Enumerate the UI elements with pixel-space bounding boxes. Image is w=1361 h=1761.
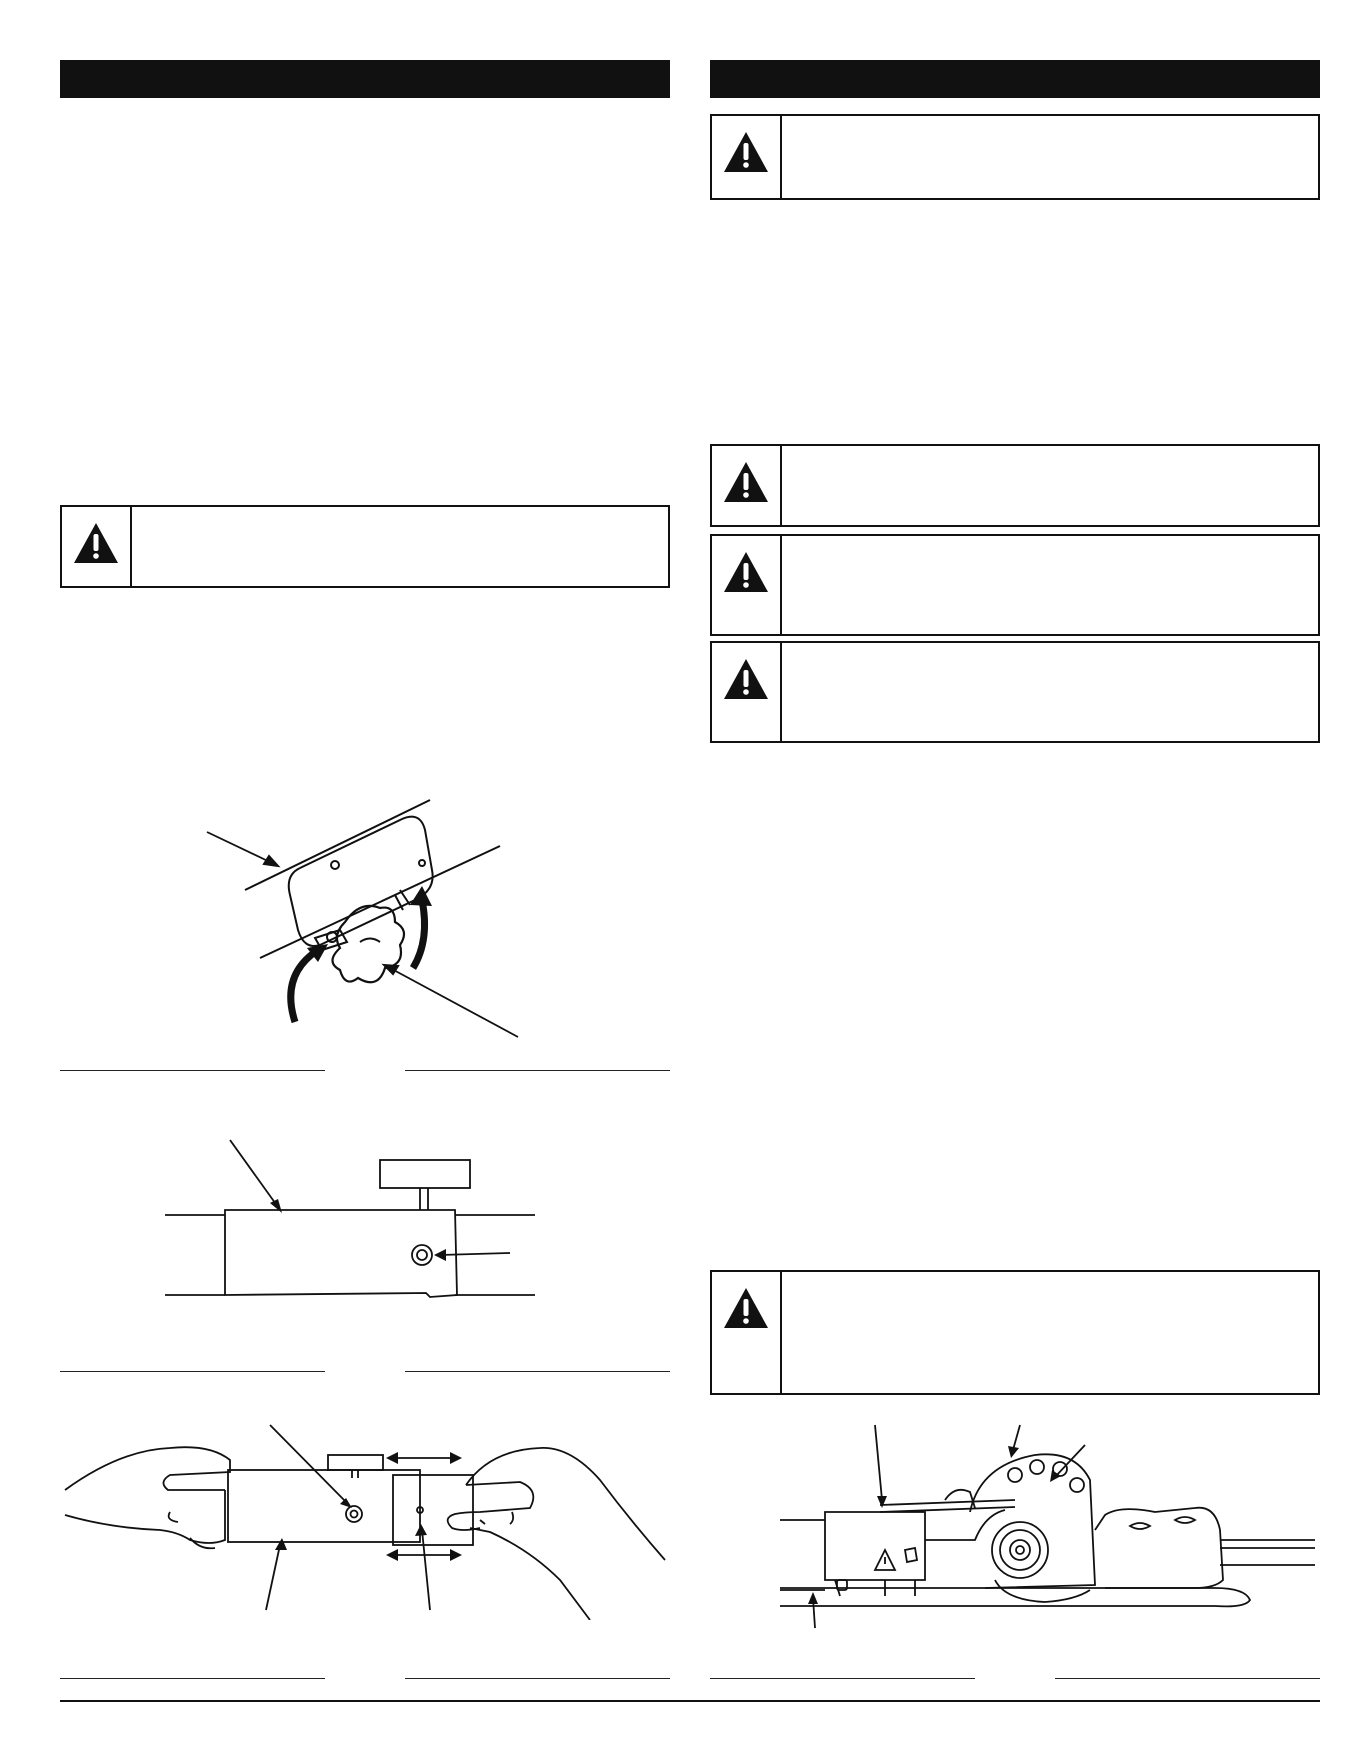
figure-1-caption-rule-left (60, 1070, 325, 1071)
figure-2-caption-rule-right (405, 1371, 670, 1372)
figure-3-caption-rule-left (60, 1678, 325, 1679)
figure-4-caption-rule-left (710, 1678, 975, 1679)
warning-icon-cell (712, 643, 782, 741)
warning-triangle-icon (722, 460, 770, 504)
right-warning-box-1 (710, 114, 1320, 200)
right-warning-box-3 (710, 534, 1320, 636)
warning-triangle-icon (72, 521, 120, 565)
warning-icon-cell (712, 1272, 782, 1393)
figure-3-caption-rule-right (405, 1678, 670, 1679)
warning-triangle-icon (722, 1286, 770, 1330)
warning-icon-cell (712, 536, 782, 634)
warning-icon-cell (712, 446, 782, 525)
figure-coupler-schematic (160, 1135, 540, 1315)
right-warning-box-2 (710, 444, 1320, 527)
right-section-header-bar (710, 60, 1320, 98)
figure-2-caption-rule-left (60, 1371, 325, 1372)
figure-hands-separating-shaft (60, 1420, 670, 1620)
warning-triangle-icon (722, 657, 770, 701)
warning-icon-cell (62, 507, 132, 586)
warning-icon-cell (712, 116, 782, 198)
left-section-header-bar (60, 60, 670, 98)
warning-triangle-icon (722, 550, 770, 594)
figure-drive-unit-assembly (775, 1420, 1320, 1635)
left-warning-box (60, 505, 670, 588)
figure-shaft-knob (200, 790, 540, 1050)
right-warning-box-5 (710, 1270, 1320, 1395)
figure-1-caption-rule-right (405, 1070, 670, 1071)
right-warning-box-4 (710, 641, 1320, 743)
page-footer-rule (60, 1700, 1320, 1702)
figure-4-caption-rule-right (1055, 1678, 1320, 1679)
warning-triangle-icon (722, 130, 770, 174)
